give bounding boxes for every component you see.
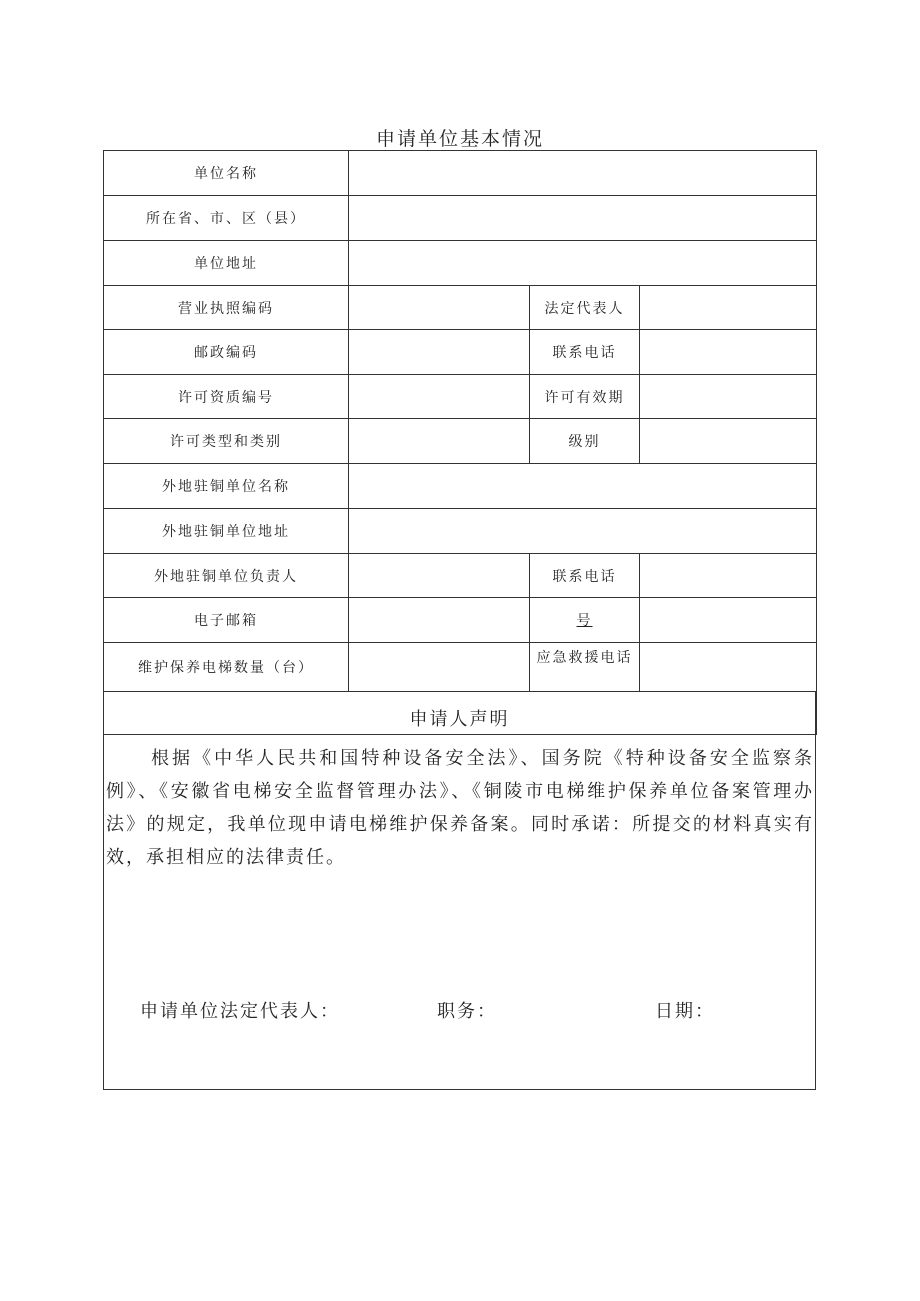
table-row [104,643,817,692]
branch-name-label: 外地驻铜单位名称 [104,464,349,509]
branch-phone-label: 联系电话 [530,554,640,598]
email-field[interactable] [349,598,530,643]
branch-phone-field[interactable] [640,554,817,598]
basic-info-table [103,150,817,735]
branch-head-label: 外地驻铜单位负责人 [104,554,349,598]
permit-no-field[interactable] [349,375,530,419]
elevator-count-field[interactable] [349,643,530,692]
form-title: 申请单位基本情况 [375,128,544,150]
declaration-title: 申请人声明 [409,709,510,730]
number-field[interactable] [640,598,817,643]
address-field[interactable] [349,241,817,286]
table-row [104,151,817,196]
table-row [104,241,817,286]
level-field[interactable] [640,419,817,464]
position-label: 职务： [437,1001,497,1022]
license-no-field[interactable] [349,286,530,330]
permit-validity-label: 许可有效期 [530,375,640,419]
location-label: 所在省、市、区（县） [104,196,349,241]
email-label: 电子邮箱 [104,598,349,643]
number-mark-text: 号 [576,613,593,629]
branch-name-field[interactable] [349,464,817,509]
legal-rep-signature-label: 申请单位法定代表人： [140,1001,340,1022]
postal-code-field[interactable] [349,330,530,375]
date-label: 日期： [655,1001,715,1022]
contact-phone-label: 联系电话 [530,330,640,375]
declaration-body: 根据《中华人民共和国特种设备安全法》、国务院《特种设备安全监察条例》、《安徽省电梯安全监督管理办法》、《铜陵市电梯维护保养单位备案管理办法》的规定，我单位现申请电梯维护保养备案。同时承诺：所提交的材料真实有效，承担相应的法律责任。 [106,748,814,868]
table-row [104,509,817,554]
permit-validity-field[interactable] [640,375,817,419]
legal-rep-label: 法定代表人 [530,286,640,330]
elevator-count-label: 维护保养电梯数量（台） [104,643,349,692]
permit-type-field[interactable] [349,419,530,464]
table-row [104,375,817,419]
contact-phone-field[interactable] [640,330,817,375]
table-row [104,598,817,643]
table-row [104,286,817,330]
table-row [104,419,817,464]
unit-name-field[interactable] [349,151,817,196]
legal-rep-field[interactable] [640,286,817,330]
unit-name-label: 单位名称 [104,151,349,196]
license-no-label: 营业执照编码 [104,286,349,330]
branch-address-label: 外地驻铜单位地址 [104,509,349,554]
table-row [104,554,817,598]
emergency-phone-label: 应急救援电话 [530,643,640,692]
level-label: 级别 [530,419,640,464]
postal-code-label: 邮政编码 [104,330,349,375]
permit-no-label: 许可资质编号 [104,375,349,419]
table-row [104,196,817,241]
location-field[interactable] [349,196,817,241]
emergency-phone-field[interactable] [640,643,817,692]
address-label: 单位地址 [104,241,349,286]
number-mark-label [530,598,640,643]
branch-address-field[interactable] [349,509,817,554]
table-row [104,464,817,509]
table-row [104,330,817,375]
branch-head-field[interactable] [349,554,530,598]
permit-type-label: 许可类型和类别 [104,419,349,464]
declaration-text [106,742,814,874]
